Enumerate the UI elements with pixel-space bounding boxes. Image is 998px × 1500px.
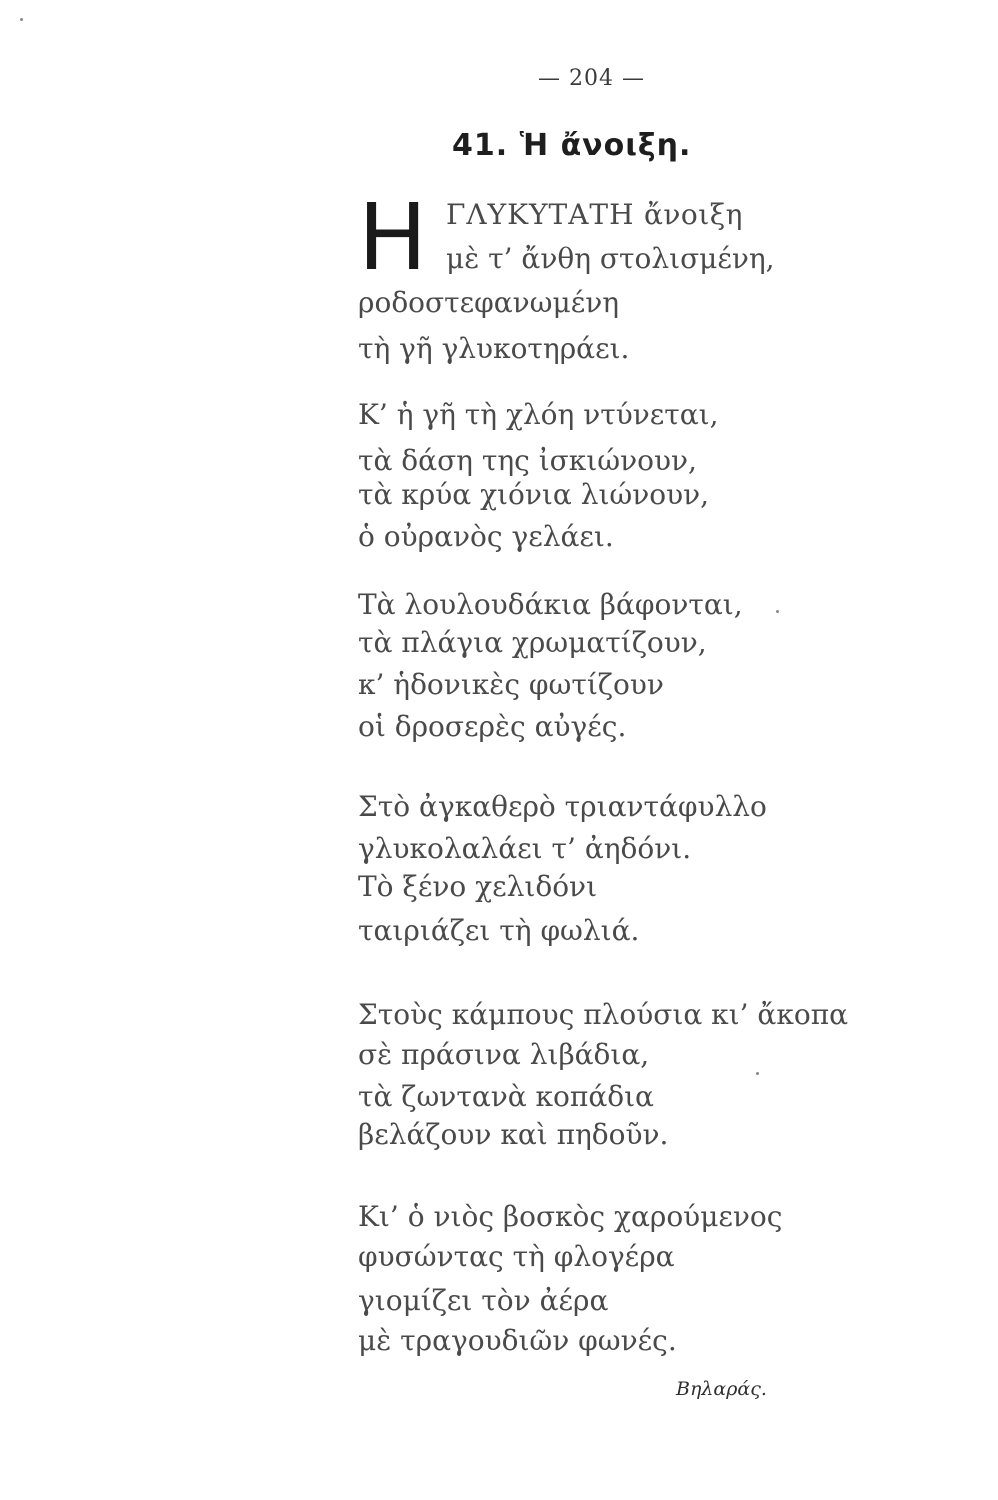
verse-line: φυσώντας τὴ φλογέρα: [358, 1240, 675, 1273]
verse-line: βελάζουν καὶ πηδοῦν.: [358, 1118, 669, 1151]
page-number: — 204 —: [538, 66, 645, 91]
verse-line: Κι’ ὁ νιὸς βοσκὸς χαρούμενος: [358, 1200, 783, 1233]
verse-line: τὰ κρύα χιόνια λιώνουν,: [358, 478, 710, 511]
verse-line: οἱ δροσερὲς αὐγές.: [358, 710, 627, 743]
verse-line: σὲ πράσινα λιβάδια,: [358, 1038, 650, 1071]
verse-line: Κ’ ἡ γῆ τὴ χλόη ντύνεται,: [358, 398, 719, 431]
paper-speck: [756, 1072, 759, 1075]
paper-speck: [776, 610, 779, 613]
verse-line: [446, 200, 743, 230]
poem-title: 41. Ἡ ἄνοιξη.: [452, 128, 692, 163]
paper-speck: [20, 18, 23, 21]
verse-line: Στοὺς κάμπους πλούσια κι’ ἄκοπα: [358, 998, 848, 1031]
verse-line: τὰ ζωντανὰ κοπάδια: [358, 1080, 654, 1113]
verse-line: μὲ τ’ ἄνθη στολισμένη,: [446, 242, 775, 275]
verse-line: τὰ πλάγια χρωματίζουν,: [358, 626, 707, 659]
verse-line: ὁ οὐρανὸς γελάει.: [358, 520, 614, 553]
verse-line: ροδοστεφανωμένη: [358, 286, 620, 319]
verse-line: Τὸ ξένο χελιδόνι: [358, 870, 598, 903]
verse-line: κ’ ἡδονικὲς φωτίζουν: [358, 668, 664, 701]
verse-line: ταιριάζει τὴ φωλιά.: [358, 914, 640, 947]
verse-line: γιομίζει τὸν ἀέρα: [358, 1284, 609, 1317]
verse-line-caps: ΓΛΥΚΥΤΑΤΗ: [446, 198, 635, 231]
verse-line: Στὸ ἀγκαθερὸ τριαντάφυλλο: [358, 790, 767, 823]
drop-cap: Η: [358, 184, 428, 291]
verse-line: τὴ γῆ γλυκοτηράει.: [358, 332, 630, 365]
verse-line: μὲ τραγουδιῶν φωνές.: [358, 1324, 677, 1357]
verse-line: γλυκολαλάει τ’ ἀηδόνι.: [358, 832, 692, 865]
author-signature: Βηλαράς.: [676, 1378, 767, 1400]
verse-line: Τὰ λουλουδάκια βάφονται,: [358, 588, 743, 621]
verse-line: τὰ δάση της ἰσκιώνουν,: [358, 444, 697, 477]
verse-line-rest: ἄνοιξη: [643, 198, 743, 231]
